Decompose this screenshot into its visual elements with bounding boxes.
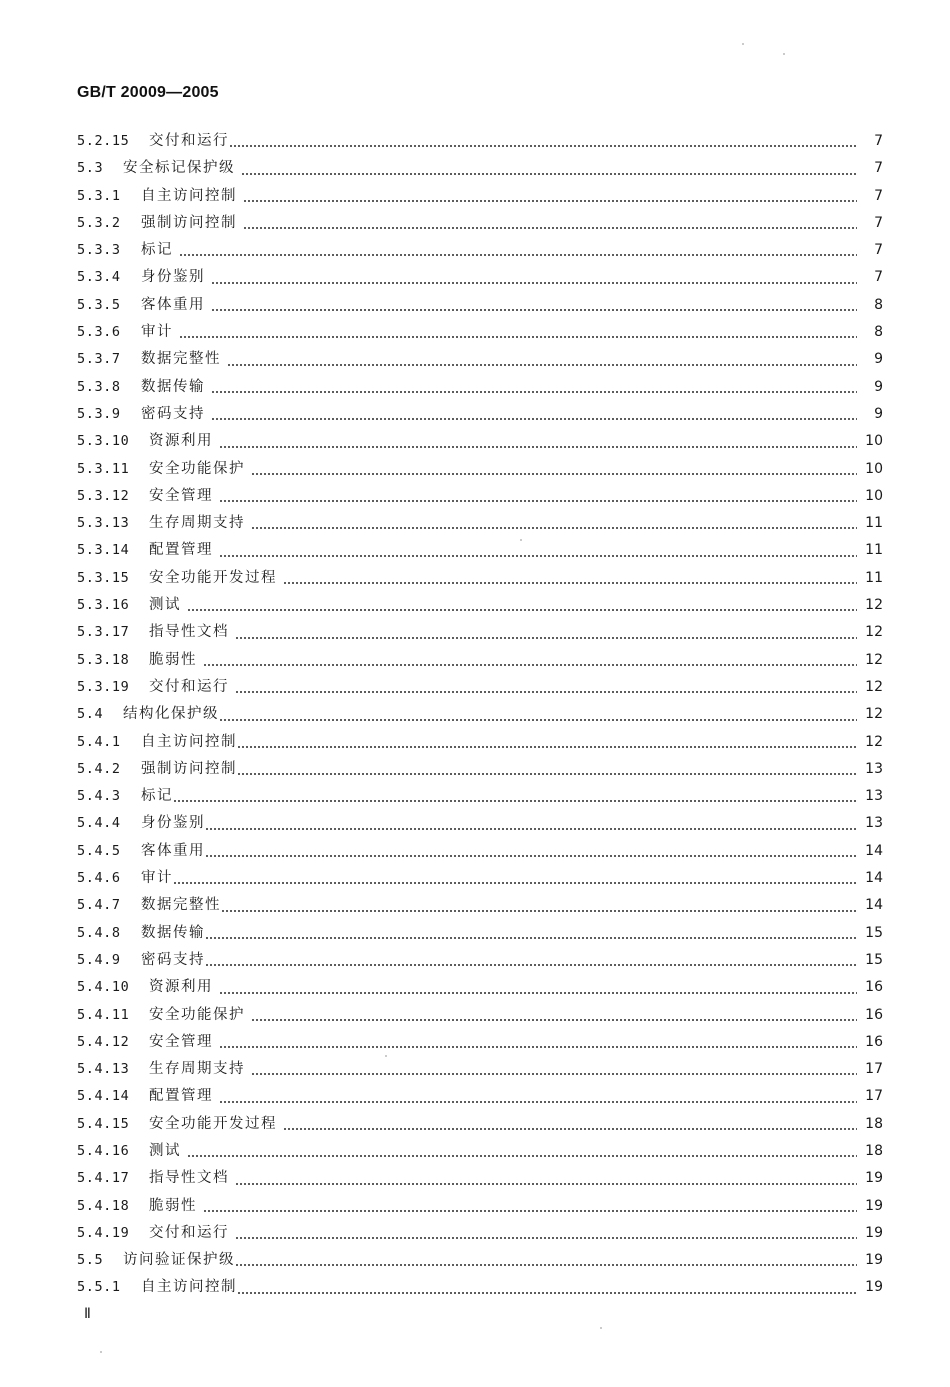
toc-entry-page: 19 — [865, 1224, 883, 1241]
toc-entry-number: 5.4.8 — [77, 924, 121, 941]
toc-entry-number: 5.4.1 — [77, 733, 121, 750]
toc-dot-leader — [219, 1101, 857, 1103]
toc-entry-page: 17 — [865, 1088, 883, 1105]
toc-entry-page: 14 — [865, 842, 883, 859]
toc-entry-page: 15 — [865, 951, 883, 968]
toc-entry-number: 5.3.3 — [77, 242, 121, 259]
toc-entry-title: 结构化保护级 — [123, 706, 219, 723]
toc-entry-number: 5.4.4 — [77, 815, 121, 832]
toc-entry — [77, 1056, 883, 1083]
toc-entry — [77, 619, 883, 646]
toc-entry-title: 安全管理 — [149, 1033, 213, 1050]
toc-entry-number: 5.3.16 — [77, 597, 130, 614]
toc-entry — [77, 1029, 883, 1056]
toc-dot-leader — [229, 145, 857, 147]
toc-entry-number: 5.4.17 — [77, 1170, 130, 1187]
toc-entry — [77, 1247, 883, 1274]
toc-entry-title: 密码支持 — [141, 405, 205, 422]
toc-dot-leader — [251, 473, 857, 475]
toc-entry-number: 5.3.12 — [77, 487, 130, 504]
scan-speck — [600, 1327, 602, 1329]
toc-entry-title: 客体重用 — [141, 296, 205, 313]
toc-entry-number: 5.4.15 — [77, 1115, 130, 1132]
toc-entry — [77, 701, 883, 728]
toc-entry-page: 11 — [865, 542, 883, 559]
toc-entry-title: 自主访问控制 — [141, 187, 237, 204]
toc-dot-leader — [235, 637, 857, 639]
toc-entry-page: 11 — [865, 515, 883, 532]
toc-entry-number: 5.4.10 — [77, 979, 130, 996]
toc-entry — [77, 374, 883, 401]
toc-entry-title: 数据完整性 — [141, 897, 221, 914]
toc-entry-title: 审计 — [141, 870, 173, 887]
toc-entry-number: 5.4.9 — [77, 951, 121, 968]
toc-dot-leader — [283, 1128, 857, 1130]
toc-dot-leader — [235, 691, 857, 693]
toc-entry-title: 客体重用 — [141, 842, 205, 859]
toc-entry-title: 安全功能开发过程 — [149, 569, 277, 586]
toc-entry-title: 数据传输 — [141, 924, 205, 941]
toc-entry-number: 5.5 — [77, 1252, 104, 1269]
toc-entry — [77, 947, 883, 974]
toc-entry-number: 5.3.1 — [77, 187, 121, 204]
toc-entry-number: 5.4.2 — [77, 760, 121, 777]
toc-entry-number: 5.2.15 — [77, 133, 130, 149]
toc-entry-number: 5.4.14 — [77, 1088, 130, 1105]
toc-dot-leader — [219, 446, 857, 448]
toc-entry-number: 5.3.4 — [77, 269, 121, 286]
toc-entry — [77, 483, 883, 510]
toc-entry — [77, 346, 883, 373]
toc-entry-title: 强制访问控制 — [141, 760, 237, 777]
toc-entry-number: 5.4.12 — [77, 1033, 130, 1050]
toc-entry-page: 9 — [874, 405, 883, 422]
toc-entry-number: 5.4.19 — [77, 1224, 130, 1241]
toc-entry-page: 7 — [874, 269, 883, 286]
toc-entry-page: 16 — [865, 1033, 883, 1050]
toc-entry-title: 访问验证保护级 — [123, 1252, 235, 1269]
toc-dot-leader — [251, 1073, 857, 1075]
toc-entry-page: 12 — [865, 624, 883, 641]
toc-entry-number: 5.3.13 — [77, 515, 130, 532]
toc-entry-page: 19 — [865, 1197, 883, 1214]
toc-entry-number: 5.3.11 — [77, 460, 130, 477]
toc-entry-title: 交付和运行 — [149, 133, 229, 149]
toc-entry-page: 10 — [865, 433, 883, 450]
toc-dot-leader — [251, 527, 857, 529]
toc-entry-title: 资源利用 — [149, 433, 213, 450]
toc-entry-title: 安全标记保护级 — [123, 160, 235, 177]
toc-entry-page: 7 — [874, 242, 883, 259]
toc-entry — [77, 810, 883, 837]
toc-dot-leader — [179, 336, 857, 338]
toc-entry-number: 5.4.13 — [77, 1061, 130, 1078]
toc-entry-title: 自主访问控制 — [141, 1279, 237, 1296]
toc-entry-title: 指导性文档 — [149, 1170, 229, 1187]
toc-entry-number: 5.3.8 — [77, 378, 121, 395]
toc-entry-page: 18 — [865, 1142, 883, 1159]
toc-dot-leader — [203, 1210, 857, 1212]
toc-entry — [77, 920, 883, 947]
toc-entry-number: 5.3.18 — [77, 651, 130, 668]
toc-entry — [77, 264, 883, 291]
toc-entry-title: 安全管理 — [149, 487, 213, 504]
toc-entry — [77, 838, 883, 865]
toc-entry-title: 强制访问控制 — [141, 214, 237, 231]
toc-entry — [77, 974, 883, 1001]
toc-entry — [77, 1138, 883, 1165]
toc-entry-title: 标记 — [141, 788, 173, 805]
scan-speck — [783, 53, 785, 55]
toc-entry-number: 5.5.1 — [77, 1279, 121, 1296]
toc-entry-number: 5.3.6 — [77, 324, 121, 341]
toc-entry — [77, 456, 883, 483]
toc-entry — [77, 155, 883, 182]
toc-entry-title: 配置管理 — [149, 1088, 213, 1105]
scan-speck — [742, 43, 744, 45]
toc-entry-title: 安全功能保护 — [149, 460, 245, 477]
toc-entry — [77, 1274, 883, 1301]
toc-entry — [77, 783, 883, 810]
toc-entry-page: 19 — [865, 1279, 883, 1296]
toc-dot-leader — [237, 746, 857, 748]
toc-entry-title: 测试 — [149, 1142, 181, 1159]
toc-entry — [77, 183, 883, 210]
toc-dot-leader — [243, 200, 857, 202]
toc-dot-leader — [283, 582, 857, 584]
toc-entry-title: 生存周期支持 — [149, 1061, 245, 1078]
toc-dot-leader — [251, 1019, 857, 1021]
toc-entry-page: 13 — [865, 760, 883, 777]
toc-dot-leader — [235, 1183, 857, 1185]
toc-entry-number: 5.3.5 — [77, 296, 121, 313]
toc-dot-leader — [241, 173, 857, 175]
toc-entry-page: 7 — [874, 160, 883, 177]
toc-dot-leader — [187, 609, 857, 611]
toc-entry-title: 自主访问控制 — [141, 733, 237, 750]
toc-entry-number: 5.3 — [77, 160, 104, 177]
toc-entry-page: 14 — [865, 870, 883, 887]
toc-entry — [77, 1193, 883, 1220]
toc-dot-leader — [235, 1237, 857, 1239]
toc-entry-number: 5.4.18 — [77, 1197, 130, 1214]
toc-entry-title: 脆弱性 — [149, 1197, 197, 1214]
toc-entry-title: 配置管理 — [149, 542, 213, 559]
toc-dot-leader — [203, 664, 857, 666]
toc-entry-title: 指导性文档 — [149, 624, 229, 641]
toc-entry-title: 安全功能开发过程 — [149, 1115, 277, 1132]
toc-entry — [77, 292, 883, 319]
toc-entry-title: 交付和运行 — [149, 678, 229, 695]
toc-entry-page: 19 — [865, 1252, 883, 1269]
toc-entry-number: 5.3.7 — [77, 351, 121, 368]
toc-entry — [77, 401, 883, 428]
table-of-contents — [77, 128, 883, 1302]
toc-entry-number: 5.3.10 — [77, 433, 130, 450]
toc-entry-number: 5.3.2 — [77, 214, 121, 231]
toc-dot-leader — [205, 828, 857, 830]
toc-entry-page: 14 — [865, 897, 883, 914]
toc-entry — [77, 729, 883, 756]
toc-entry-title: 交付和运行 — [149, 1224, 229, 1241]
toc-dot-leader — [211, 309, 857, 311]
toc-dot-leader — [211, 391, 857, 393]
toc-entry-page: 19 — [865, 1170, 883, 1187]
toc-entry-title: 生存周期支持 — [149, 515, 245, 532]
toc-entry-title: 测试 — [149, 597, 181, 614]
toc-dot-leader — [219, 500, 857, 502]
toc-dot-leader — [243, 227, 857, 229]
toc-dot-leader — [219, 1046, 857, 1048]
toc-entry-number: 5.4.16 — [77, 1142, 130, 1159]
toc-entry-page: 16 — [865, 1006, 883, 1023]
toc-entry-page: 11 — [865, 569, 883, 586]
toc-dot-leader — [211, 282, 857, 284]
toc-entry-page: 7 — [874, 214, 883, 231]
toc-entry — [77, 510, 883, 537]
toc-entry-page: 12 — [865, 706, 883, 723]
toc-entry — [77, 1083, 883, 1110]
toc-dot-leader — [219, 719, 857, 721]
toc-entry — [77, 428, 883, 455]
toc-entry-number: 5.4.7 — [77, 897, 121, 914]
toc-entry-page: 17 — [865, 1061, 883, 1078]
toc-entry-page: 12 — [865, 597, 883, 614]
toc-dot-leader — [219, 992, 857, 994]
scan-speck — [385, 1055, 387, 1057]
toc-entry — [77, 1111, 883, 1138]
toc-entry-page: 12 — [865, 733, 883, 750]
toc-entry-title: 身份鉴别 — [141, 269, 205, 286]
toc-entry — [77, 892, 883, 919]
toc-entry-title: 审计 — [141, 324, 173, 341]
toc-entry-page: 10 — [865, 460, 883, 477]
toc-entry-page: 16 — [865, 979, 883, 996]
toc-entry-page: 8 — [874, 324, 883, 341]
toc-dot-leader — [179, 254, 857, 256]
toc-entry — [77, 865, 883, 892]
toc-entry-page: 15 — [865, 924, 883, 941]
toc-entry-page: 18 — [865, 1115, 883, 1132]
toc-dot-leader — [221, 910, 857, 912]
toc-entry-number: 5.4.11 — [77, 1006, 130, 1023]
toc-entry-page: 10 — [865, 487, 883, 504]
toc-entry-number: 5.3.19 — [77, 678, 130, 695]
toc-entry-number: 5.4.6 — [77, 870, 121, 887]
toc-dot-leader — [187, 1155, 857, 1157]
toc-entry — [77, 1002, 883, 1029]
toc-entry-page: 8 — [874, 296, 883, 313]
toc-dot-leader — [205, 937, 857, 939]
toc-entry — [77, 647, 883, 674]
toc-entry-page: 13 — [865, 815, 883, 832]
scan-speck — [520, 539, 522, 541]
toc-entry-page: 9 — [874, 378, 883, 395]
toc-entry-number: 5.4 — [77, 706, 104, 723]
toc-entry-page: 13 — [865, 788, 883, 805]
toc-entry-number: 5.4.3 — [77, 788, 121, 805]
toc-dot-leader — [235, 1264, 857, 1266]
toc-entry-number: 5.3.9 — [77, 405, 121, 422]
toc-entry-title: 数据完整性 — [141, 351, 221, 368]
toc-dot-leader — [219, 555, 857, 557]
toc-entry — [77, 1165, 883, 1192]
toc-entry — [77, 537, 883, 564]
toc-entry-page: 12 — [865, 678, 883, 695]
toc-entry-title: 身份鉴别 — [141, 815, 205, 832]
toc-dot-leader — [237, 1292, 857, 1294]
toc-dot-leader — [237, 773, 857, 775]
toc-entry-number: 5.3.15 — [77, 569, 130, 586]
toc-entry — [77, 210, 883, 237]
toc-entry-title: 数据传输 — [141, 378, 205, 395]
toc-entry — [77, 128, 883, 155]
toc-entry — [77, 565, 883, 592]
toc-dot-leader — [205, 855, 857, 857]
toc-entry-page: 7 — [874, 187, 883, 204]
toc-dot-leader — [173, 800, 857, 802]
toc-entry-number: 5.3.14 — [77, 542, 130, 559]
toc-entry-title: 标记 — [141, 242, 173, 259]
document-code: GB/T 20009—2005 — [77, 84, 219, 101]
toc-entry-title: 安全功能保护 — [149, 1006, 245, 1023]
toc-dot-leader — [227, 364, 857, 366]
toc-entry — [77, 592, 883, 619]
toc-entry-number: 5.3.17 — [77, 624, 130, 641]
toc-entry — [77, 674, 883, 701]
toc-dot-leader — [205, 964, 857, 966]
page-number: Ⅱ — [84, 1306, 91, 1322]
toc-entry — [77, 319, 883, 346]
toc-entry-title: 脆弱性 — [149, 651, 197, 668]
toc-entry — [77, 1220, 883, 1247]
toc-dot-leader — [211, 418, 857, 420]
toc-dot-leader — [173, 882, 857, 884]
toc-entry-title: 资源利用 — [149, 979, 213, 996]
toc-entry — [77, 756, 883, 783]
toc-entry-page: 7 — [874, 133, 883, 149]
toc-entry-page: 12 — [865, 651, 883, 668]
scan-speck — [100, 1351, 102, 1353]
toc-entry-number: 5.4.5 — [77, 842, 121, 859]
toc-entry-page: 9 — [874, 351, 883, 368]
toc-entry — [77, 237, 883, 264]
toc-entry-title: 密码支持 — [141, 951, 205, 968]
